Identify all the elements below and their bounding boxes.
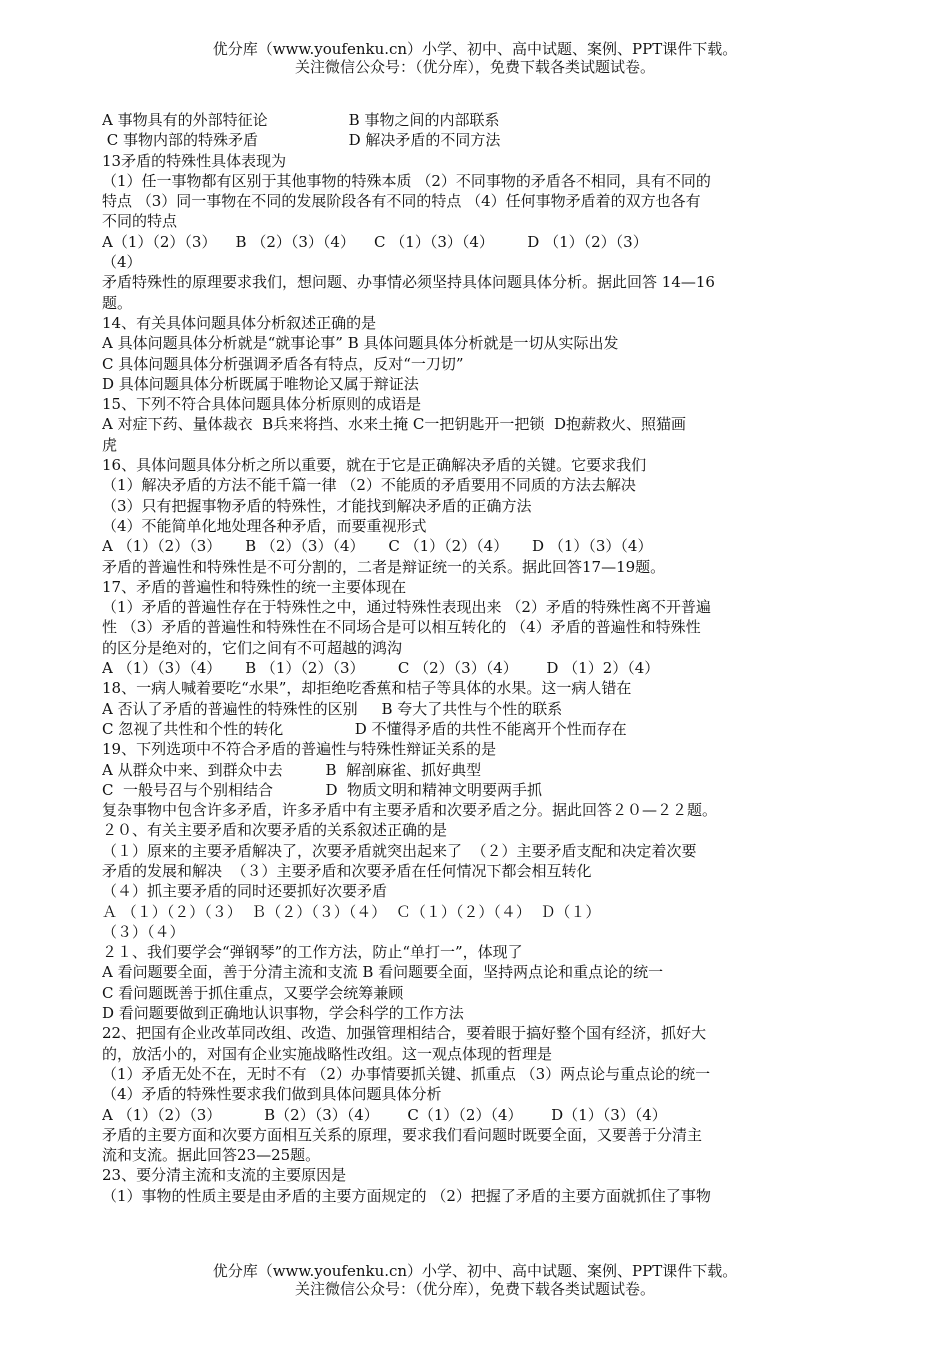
text-line: （1）事物的性质主要是由矛盾的主要方面规定的 （2）把握了矛盾的主要方面就抓住了事物 <box>102 1186 711 1205</box>
text-line: （３）（４） <box>102 922 185 941</box>
text-line: 23、要分清主流和支流的主要原因是 <box>102 1166 347 1185</box>
header-line-1: 优分库（www.youfenku.cn）小学、初中、高中试题、案例、PPT课件下载。 <box>212 40 738 58</box>
text-line: （1）矛盾无处不在，无时不有 （2）办事情要抓关键、抓重点 （3）两点论与重点论的统一 <box>102 1064 711 1083</box>
text-line: A 对症下药、量体裁衣 B兵来将挡、水来土掩 C一把钥匙开一把锁 D抱薪救火、照猫画 <box>102 415 686 434</box>
text-line: 15、下列不符合具体问题具体分析原则的成语是 <box>102 395 422 414</box>
text-line: 的区分是绝对的，它们之间有不可超越的鸿沟 <box>102 638 403 657</box>
text-line: 矛盾的主要方面和次要方面相互关系的原理，要求我们看问题时既要全面，又要善于分清主 <box>102 1125 703 1144</box>
text-line: （4） <box>102 253 142 272</box>
text-line: 14、有关具体问题具体分析叙述正确的是 <box>102 313 377 332</box>
text-line: 流和支流。据此回答23—25题。 <box>102 1146 321 1165</box>
text-line: （１）原来的主要矛盾解决了，次要矛盾就突出起来了 （２）主要矛盾支配和决定着次要 <box>102 841 697 860</box>
text-line: （1）解决矛盾的方法不能千篇一律 （2）不能质的矛盾要用不同质的方法去解决 <box>102 476 636 495</box>
header-line-2: 关注微信公众号：（优分库），免费下载各类试题试卷。 <box>294 58 655 76</box>
footer-line-2: 关注微信公众号：（优分库），免费下载各类试题试卷。 <box>294 1280 655 1298</box>
text-line: （4）不能简单化地处理各种矛盾，而要重视形式 <box>102 516 427 535</box>
text-line: 矛盾的普遍性和特殊性是不可分割的，二者是辩证统一的关系。据此回答17—19题。 <box>102 557 666 576</box>
text-line: 矛盾的发展和解决 （３）主要矛盾和次要矛盾在任何情况下都会相互转化 <box>102 861 592 880</box>
text-line: （1）矛盾的普遍性存在于特殊性之中，通过特殊性表现出来 （2）矛盾的特殊性离不开普遍 <box>102 598 711 617</box>
text-line: A 看问题要全面，善于分清主流和支流 B 看问题要全面，坚持两点论和重点论的统一 <box>102 963 664 982</box>
text-line: A 否认了矛盾的普遍性的特殊性的区别 B 夸大了共性与个性的联系 <box>102 699 563 718</box>
text-line: A （1）（3）（4） B （1）（2）（3） C （2）（3）（4） D （1）2）（4） <box>102 659 660 678</box>
text-line: 复杂事物中包含许多矛盾，许多矛盾中有主要矛盾和次要矛盾之分。据此回答２０—２２题。 <box>102 801 718 820</box>
text-line: ２１、我们要学会“弹钢琴”的工作方法，防止“单打一”，体现了 <box>102 943 523 962</box>
text-line: 矛盾特殊性的原理要求我们，想问题、办事情必须坚持具体问题具体分析。据此回答 14—16 <box>102 273 715 292</box>
text-line: A（1）（2）（3） B （2）（3）（4） C （1）（3）（4） D （1）（2）（3） <box>102 232 648 251</box>
text-line: D 看问题要做到正确地认识事物，学会科学的工作方法 <box>102 1004 464 1023</box>
text-line: C 事物内部的特殊矛盾 D 解决矛盾的不同方法 <box>102 131 501 150</box>
text-line: 17、矛盾的普遍性和特殊性的统一主要体现在 <box>102 577 407 596</box>
document-body <box>102 110 854 1206</box>
text-line: A 事物具有的外部特征论 B 事物之间的内部联系 <box>102 111 500 129</box>
text-line: A 具体问题具体分析就是“就事论事” B 具体问题具体分析就是一切从实际出发 <box>102 334 619 353</box>
text-line: 的，放活小的，对国有企业实施战略性改组。这一观点体现的哲理是 <box>102 1044 553 1063</box>
text-line: A 从群众中来、到群众中去 B 解剖麻雀、抓好典型 <box>102 760 482 779</box>
text-line: （4）矛盾的特殊性要求我们做到具体问题具体分析 <box>102 1085 442 1104</box>
text-line: 19、下列选项中不符合矛盾的普遍性与特殊性辩证关系的是 <box>102 740 497 759</box>
text-line: C 忽视了共性和个性的转化 D 不懂得矛盾的共性不能离开个性而存在 <box>102 719 627 738</box>
footer-line-1: 优分库（www.youfenku.cn）小学、初中、高中试题、案例、PPT课件下载。 <box>212 1262 738 1280</box>
text-line: （3）只有把握事物矛盾的特殊性，才能找到解决矛盾的正确方法 <box>102 496 532 515</box>
text-line: D 具体问题具体分析既属于唯物论又属于辩证法 <box>102 374 419 393</box>
text-line: 题。 <box>102 293 133 312</box>
text-line: A （1）（2）（3） B （2）（3）（4） C （1）（2）（4） D （1）（3）（4） <box>102 537 653 556</box>
text-line: 18、一病人喊着要吃“水果”，却拒绝吃香蕉和桔子等具体的水果。这一病人错在 <box>102 679 632 698</box>
page-header <box>0 40 950 76</box>
page-footer <box>0 1262 950 1298</box>
text-line: （４）抓主要矛盾的同时还要抓好次要矛盾 <box>102 882 388 901</box>
text-line: 虎 <box>102 435 118 454</box>
text-line: 不同的特点 <box>102 212 178 231</box>
text-line: ２０、有关主要矛盾和次要矛盾的关系叙述正确的是 <box>102 821 448 840</box>
text-line: A （1）（2）（3） B（2）（3）（4） C（1）（2）（4） D（1）（3）（4） <box>102 1105 667 1124</box>
text-line: 特点 （3）同一事物在不同的发展阶段各有不同的特点 （4）任何事物矛盾着的双方也各有 <box>102 192 701 211</box>
text-line: 性 （3）矛盾的普遍性和特殊性在不同场合是可以相互转化的 （4）矛盾的普遍性和特殊性 <box>102 618 701 637</box>
text-line: 22、把国有企业改革同改组、改造、加强管理相结合，要着眼于搞好整个国有经济，抓好大 <box>102 1024 707 1043</box>
text-line: C 具体问题具体分析强调矛盾各有特点，反对“一刀切” <box>102 354 464 373</box>
text-line: （1）任一事物都有区别于其他事物的特殊本质 （2）不同事物的矛盾各不相同，具有不同的 <box>102 171 711 190</box>
text-line: Ａ （１）（２）（３） Ｂ（２）（３）（４） Ｃ（１）（２）（４） Ｄ（１） <box>102 902 601 921</box>
text-line: 13矛盾的特殊性具体表现为 <box>102 151 287 170</box>
text-line: C 看问题既善于抓住重点，又要学会统筹兼顾 <box>102 983 404 1002</box>
text-line: 16、具体问题具体分析之所以重要，就在于它是正确解决矛盾的关键。它要求我们 <box>102 456 647 475</box>
text-line: C 一般号召与个别相结合 D 物质文明和精神文明要两手抓 <box>102 780 543 799</box>
